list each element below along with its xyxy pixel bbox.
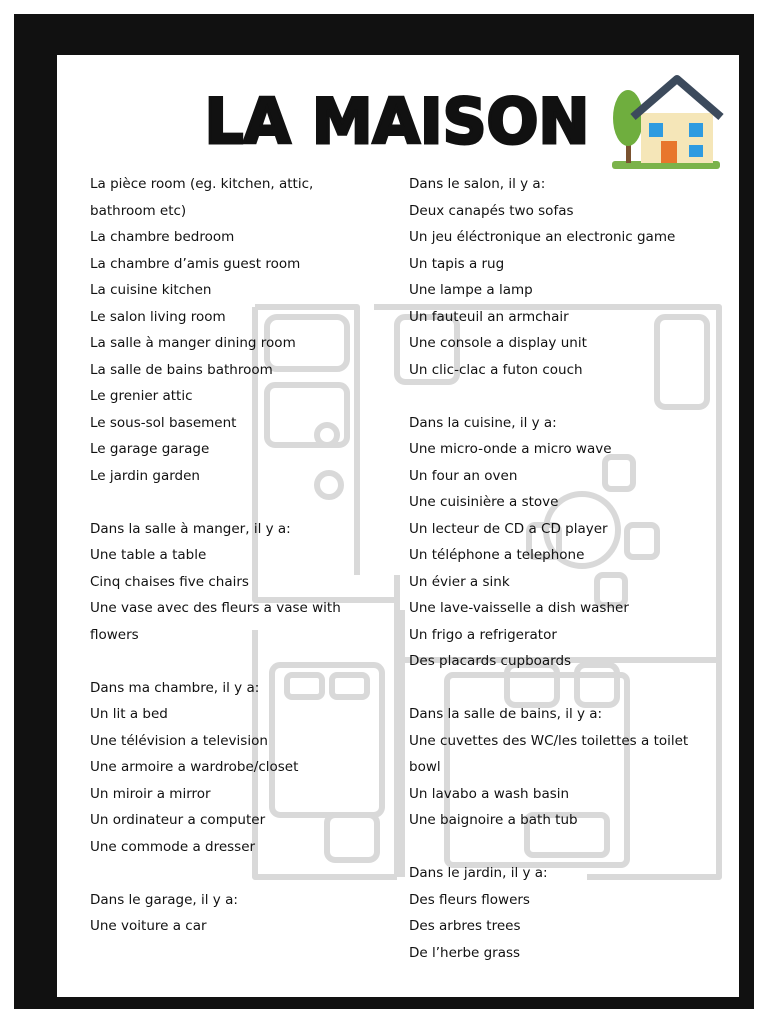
vocab-line: Un évier a sink — [409, 573, 510, 590]
vocab-line: La chambre bedroom — [90, 229, 235, 245]
section-heading: Dans le salon, il y a: — [409, 176, 546, 192]
vocab-line: Un lavabo a wash basin — [409, 785, 570, 802]
vocab-line: Une voiture a car — [90, 918, 207, 934]
vocab-line: Un ordinateur a computer — [90, 812, 266, 828]
vocab-line: Le sous-sol basement — [90, 414, 237, 431]
vocab-line: Une commode a dresser — [90, 838, 256, 855]
vocab-line: Un miroir a mirror — [90, 785, 211, 802]
vocab-line: Un clic-clac a futon couch — [409, 361, 583, 378]
house-with-tree-icon — [607, 73, 725, 173]
vocab-line: bathroom etc) — [90, 202, 187, 219]
vocab-line: La cuisine kitchen — [90, 282, 212, 298]
spacer — [409, 383, 729, 410]
vocab-line: Une cuisinière a stove — [409, 494, 559, 510]
spacer — [90, 648, 390, 675]
vocab-line: flowers — [90, 626, 139, 643]
vocab-line: Un lit a bed — [90, 706, 168, 722]
vocab-line: Cinq chaises five chairs — [90, 573, 249, 590]
spacer — [409, 834, 729, 861]
section-heading: Dans la salle de bains, il y a: — [409, 706, 603, 722]
vocab-line: Une table a table — [90, 547, 207, 563]
vocab-line: Des arbres trees — [409, 918, 521, 934]
vocab-line: Un téléphone a telephone — [409, 547, 585, 563]
section-heading: Dans ma chambre, il y a: — [90, 679, 260, 696]
vocab-line: Le grenier attic — [90, 388, 193, 404]
black-border-frame — [14, 14, 754, 1009]
vocab-column-right — [409, 171, 729, 966]
vocab-line: Deux canapés two sofas — [409, 202, 574, 219]
worksheet-page — [57, 55, 739, 997]
vocab-line: Une lave-vaisselle a dish washer — [409, 600, 629, 616]
spacer — [90, 489, 390, 516]
vocab-column-left — [90, 171, 390, 940]
page-title-text: LA MAISON — [204, 85, 590, 155]
vocab-line: Un fauteuil an armchair — [409, 308, 569, 325]
vocab-line: La salle à manger dining room — [90, 335, 296, 351]
vocab-line: Un jeu éléctronique an electronic game — [409, 229, 676, 245]
vocab-line: bowl — [409, 759, 441, 775]
vocab-line: Une armoire a wardrobe/closet — [90, 759, 299, 775]
vocab-line: Un frigo a refrigerator — [409, 626, 557, 643]
vocab-line: Le garage garage — [90, 441, 210, 457]
vocab-line: Le jardin garden — [90, 467, 200, 484]
vocab-line: Un four an oven — [409, 467, 518, 484]
section-heading: Dans le jardin, il y a: — [409, 865, 548, 881]
vocab-line: La salle de bains bathroom — [90, 361, 273, 378]
vocab-line: Une console a display unit — [409, 335, 587, 351]
vocab-line: Des fleurs flowers — [409, 891, 530, 908]
vocab-line: Une cuvettes des WC/les toilettes a toilet — [409, 732, 689, 749]
vocab-line: Une baignoire a bath tub — [409, 812, 578, 828]
vocab-line: Une lampe a lamp — [409, 282, 533, 298]
vocab-line: Un tapis a rug — [409, 255, 505, 272]
vocab-line: La pièce room (eg. kitchen, attic, — [90, 176, 314, 192]
vocab-line: Le salon living room — [90, 308, 226, 325]
vocab-line: Une vase avec des fleurs a vase with — [90, 600, 341, 616]
page-title — [197, 85, 597, 155]
vocab-line: Une micro-onde a micro wave — [409, 441, 612, 457]
section-heading: Dans le garage, il y a: — [90, 891, 238, 908]
vocab-line: Un lecteur de CD a CD player — [409, 520, 608, 537]
spacer — [409, 675, 729, 702]
spacer — [90, 860, 390, 887]
section-heading: Dans la cuisine, il y a: — [409, 414, 557, 431]
vocab-line: Des placards cupboards — [409, 653, 572, 669]
vocab-line: Une télévision a television — [90, 732, 268, 749]
vocab-line: De l’herbe grass — [409, 944, 521, 961]
vocab-line: La chambre d’amis guest room — [90, 255, 301, 272]
section-heading: Dans la salle à manger, il y a: — [90, 520, 291, 537]
